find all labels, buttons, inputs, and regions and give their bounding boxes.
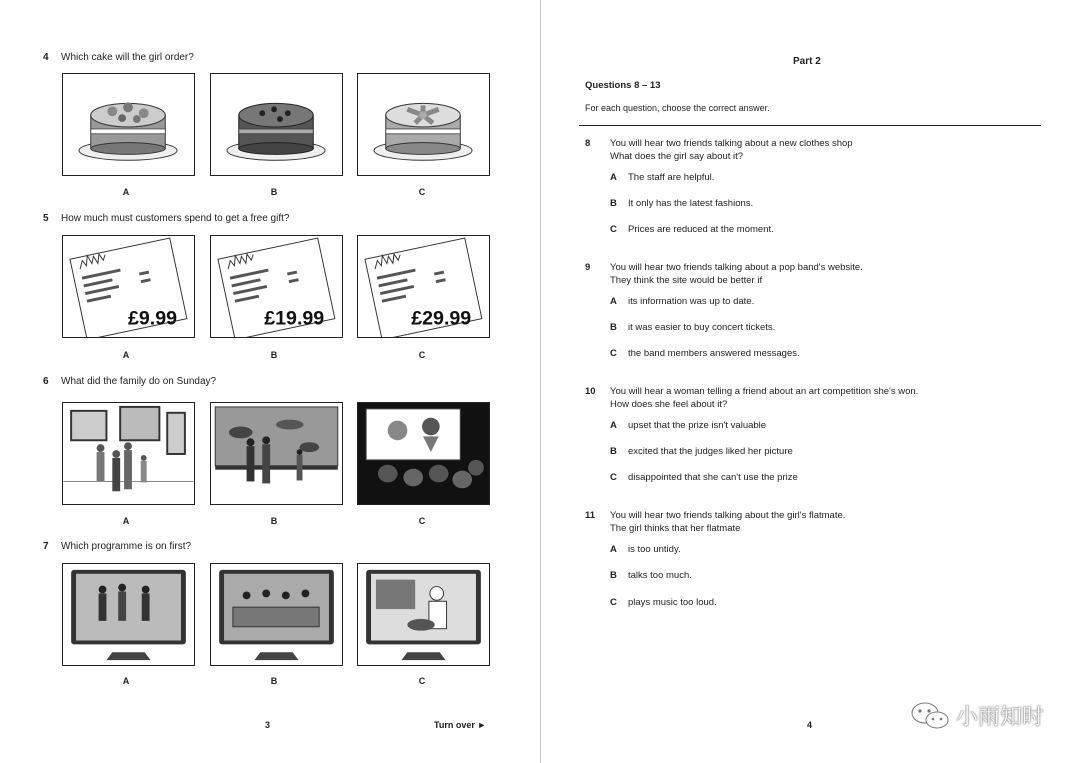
wechat-icon xyxy=(910,701,950,731)
receipt-option-c-image[interactable] xyxy=(357,235,490,338)
q6-label-b: B xyxy=(270,516,278,526)
q11-option-a[interactable]: A is too untidy. xyxy=(610,544,681,555)
family-option-a-image[interactable] xyxy=(62,402,195,505)
receipt-b-price: £19.99 xyxy=(264,307,325,330)
q4-label-c: C xyxy=(418,187,426,197)
part-title: Part 2 xyxy=(793,56,821,67)
q4-label-a: A xyxy=(122,187,130,197)
q6-label-a: A xyxy=(122,516,130,526)
q9-option-b[interactable]: B it was easier to buy concert tickets. xyxy=(610,322,776,333)
cake-option-a-image[interactable] xyxy=(62,73,195,176)
watermark xyxy=(910,700,1044,731)
q6-label-c: C xyxy=(418,516,426,526)
question-6: 6 What did the family do on Sunday? xyxy=(43,376,217,387)
family-option-c-image[interactable] xyxy=(357,402,490,505)
questions-range-title: Questions 8 – 13 xyxy=(585,80,661,91)
turn-over-link[interactable]: Turn over ► xyxy=(434,720,487,730)
q11-option-c[interactable]: C plays music too loud. xyxy=(610,597,717,608)
q5-label-a: A xyxy=(122,350,130,360)
page-number-3: 3 xyxy=(265,720,271,730)
q7-label-a: A xyxy=(122,676,130,686)
q8-option-b[interactable]: B It only has the latest fashions. xyxy=(610,198,754,209)
question-5: 5 How much must customers spend to get a free gift? xyxy=(43,213,290,224)
q7-label-b: B xyxy=(270,676,278,686)
q5-label-b: B xyxy=(270,350,278,360)
tv-option-c-image[interactable] xyxy=(357,563,490,666)
tv-option-b-image[interactable] xyxy=(210,563,343,666)
receipt-option-a-image[interactable] xyxy=(62,235,195,338)
q9-option-a[interactable]: A its information was up to date. xyxy=(610,296,755,307)
q4-label-b: B xyxy=(270,187,278,197)
q5-label-c: C xyxy=(418,350,426,360)
instruction-text: For each question, choose the correct answer. xyxy=(585,103,770,113)
cake-option-c-image[interactable] xyxy=(357,73,490,176)
question-7: 7 Which programme is on first? xyxy=(43,541,192,552)
q7-label-c: C xyxy=(418,676,426,686)
cake-option-b-image[interactable] xyxy=(210,73,343,176)
family-option-b-image[interactable] xyxy=(210,402,343,505)
right-page: Part 2 Questions 8 – 13 For each question, choose the correct answer. 8 You will hear two friends talking about a new clothes shop What does the girl say about it? A The staff are helpful. B It only has the latest fashions. C Prices are reduced at the moment. 9 You will hear two friends talking about a pop band's website. They think the site would be better if A its information was up to date. B it was easier to buy concert tickets. C the band members answered messages. 10 You will hear a woman telling a friend about an art competition she's won. How does she feel about it? A upset that the prize isn't valuable B excited that the judges liked her picture C disappointed that she can't use the prize 11 You will hear two friends talking about the girl's flatmate. The girl thinks that her flatmate A is too untidy. B talks too much. C plays music too loud. 4 xyxy=(541,0,1080,763)
q10-option-c[interactable]: C disappointed that she can't use the prize xyxy=(610,472,798,483)
tv-option-a-image[interactable] xyxy=(62,563,195,666)
receipt-c-price: £29.99 xyxy=(411,307,472,330)
question-4: 4 Which cake will the girl order? xyxy=(43,52,194,63)
watermark-text: 小雨知时 xyxy=(955,704,1044,729)
q10-option-a[interactable]: A upset that the prize isn't valuable xyxy=(610,420,767,431)
receipt-option-b-image[interactable] xyxy=(210,235,343,338)
q11-option-b[interactable]: B talks too much. xyxy=(610,570,692,581)
q10-option-b[interactable]: B excited that the judges liked her picture xyxy=(610,446,793,457)
page-number-4: 4 xyxy=(807,720,813,730)
receipt-a-price: £9.99 xyxy=(128,307,178,330)
section-rule xyxy=(579,125,1041,126)
q8-option-c[interactable]: C Prices are reduced at the moment. xyxy=(610,224,774,235)
q8-option-a[interactable]: A The staff are helpful. xyxy=(610,172,715,183)
q9-option-c[interactable]: C the band members answered messages. xyxy=(610,348,800,359)
